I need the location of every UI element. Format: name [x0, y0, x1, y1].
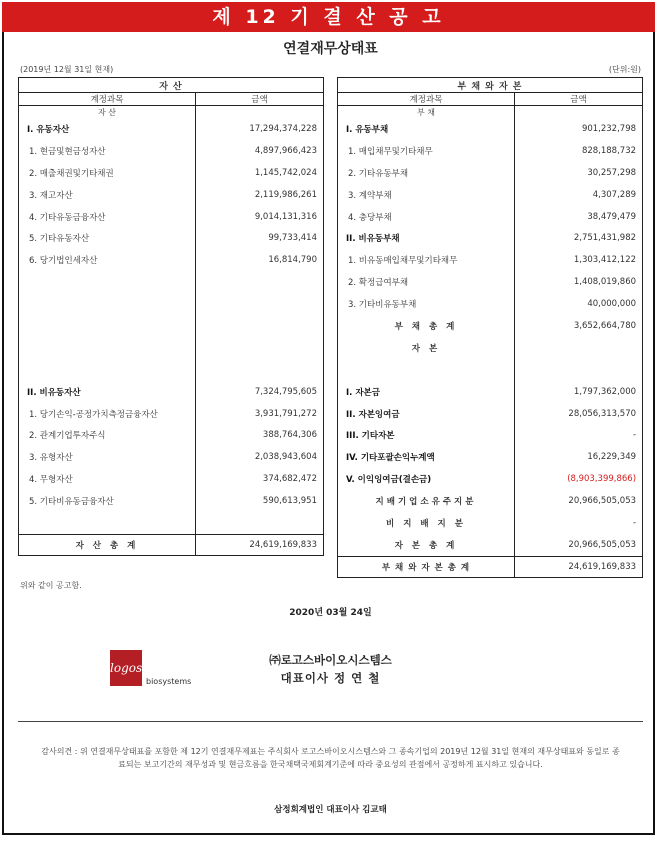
assets-total-amount: 24,619,169,833 [196, 534, 324, 555]
asset-row-label [19, 271, 196, 293]
asset-row-amount: 16,814,790 [196, 249, 324, 271]
notice-banner: 제 12 기 결 산 공 고 [2, 2, 655, 32]
liability-equity-row-label: 2. 기타유동부채 [338, 162, 515, 184]
liability-equity-row-label: 자 본 [338, 337, 515, 359]
liability-equity-row-amount: 38,479,479 [515, 206, 643, 228]
liability-equity-row-label: IV. 기타포괄손익누계액 [338, 446, 515, 468]
liabilities-col-amount: 금액 [515, 93, 643, 106]
asset-row [19, 118, 324, 140]
asset-row [19, 184, 324, 206]
liability-equity-row-amount: 3,652,664,780 [515, 315, 643, 337]
liability-equity-row-label [338, 359, 515, 381]
asset-row [19, 381, 324, 403]
liabilities-equity-total-amount: 24,619,169,833 [515, 556, 643, 577]
asset-row-label [19, 512, 196, 534]
liability-equity-row-label: III. 기타자본 [338, 424, 515, 446]
liabilities-group-label: 부 채 [338, 106, 515, 119]
asset-row-label: 1. 당기손익-공정가치측정금융자산 [19, 403, 196, 425]
asset-row [19, 227, 324, 249]
liability-equity-row-label: 부 채 총 계 [338, 315, 515, 337]
asset-row-amount: 2,119,986,261 [196, 184, 324, 206]
liability-equity-row-amount: - [515, 424, 643, 446]
asset-row-label: 5. 기타비유동금융자산 [19, 490, 196, 512]
unit-label: (단위:원) [608, 65, 641, 74]
asset-row-amount: 388,764,306 [196, 424, 324, 446]
asset-row [19, 359, 324, 381]
liability-equity-row-label: II. 자본잉여금 [338, 403, 515, 425]
liability-equity-row-amount: 1,303,412,122 [515, 249, 643, 271]
liability-equity-row-amount: (8,903,399,866) [515, 468, 643, 490]
liability-equity-row-amount: 20,966,505,053 [515, 534, 643, 556]
asset-row-label: 6. 당기법인세자산 [19, 249, 196, 271]
liability-equity-row [338, 249, 643, 271]
notice-date: 2020년 03월 24일 [289, 608, 372, 618]
liability-equity-row [338, 468, 643, 490]
asset-row-label: 4. 기타유동금융자산 [19, 206, 196, 228]
asset-row [19, 337, 324, 359]
asset-row-label [19, 315, 196, 337]
liability-equity-row-amount: 28,056,313,570 [515, 403, 643, 425]
asset-row-amount: 7,324,795,605 [196, 381, 324, 403]
liability-equity-row [338, 490, 643, 512]
asset-row-amount: 99,733,414 [196, 227, 324, 249]
liability-equity-row [338, 337, 643, 359]
liability-equity-row [338, 381, 643, 403]
asset-row [19, 162, 324, 184]
liabilities-section-header: 부 채 와 자 본 [338, 78, 643, 93]
asset-row-amount [196, 512, 324, 534]
liabilities-equity-table [337, 77, 643, 578]
asset-row-label: 5. 기타유동자산 [19, 227, 196, 249]
company-logo-text: biosystems [146, 677, 192, 686]
asset-row [19, 315, 324, 337]
asset-row-label: 4. 무형자산 [19, 468, 196, 490]
liability-equity-row [338, 140, 643, 162]
liability-equity-row [338, 227, 643, 249]
liability-equity-row-label: I. 유동부채 [338, 118, 515, 140]
asset-row-label: II. 비유동자산 [19, 381, 196, 403]
liability-equity-row [338, 162, 643, 184]
liability-equity-row-amount [515, 359, 643, 381]
asset-row [19, 206, 324, 228]
liability-equity-row [338, 118, 643, 140]
liability-equity-row [338, 403, 643, 425]
liability-equity-row [338, 271, 643, 293]
asset-row [19, 468, 324, 490]
asset-row-amount [196, 271, 324, 293]
asset-row-amount: 1,145,742,024 [196, 162, 324, 184]
liability-equity-row [338, 446, 643, 468]
liability-equity-row-amount: 20,966,505,053 [515, 490, 643, 512]
liability-equity-row [338, 512, 643, 534]
assets-col-item: 계정과목 [19, 93, 196, 106]
liability-equity-row-label: 자 본 총 계 [338, 534, 515, 556]
liabilities-group-spacer [515, 106, 643, 119]
liability-equity-row-label: 4. 충당부채 [338, 206, 515, 228]
asset-row [19, 271, 324, 293]
asset-row-label: 2. 관계기업투자주식 [19, 424, 196, 446]
liability-equity-row-amount: 828,188,732 [515, 140, 643, 162]
liability-equity-row-label: 3. 계약부채 [338, 184, 515, 206]
asset-row-amount: 9,014,131,316 [196, 206, 324, 228]
asset-row [19, 293, 324, 315]
asset-row-amount [196, 315, 324, 337]
auditor-name: 삼정회계법인 대표이사 김교태 [274, 805, 387, 815]
liability-equity-row-amount: 2,751,431,982 [515, 227, 643, 249]
date-basis: (2019년 12월 31일 현재) [20, 65, 114, 74]
assets-table [18, 77, 324, 556]
asset-row [19, 512, 324, 534]
asset-row-label [19, 359, 196, 381]
asset-row-label: 2. 매출채권및기타채권 [19, 162, 196, 184]
liability-equity-row-label: 비 지 배 지 분 [338, 512, 515, 534]
asset-row-amount [196, 359, 324, 381]
asset-row-label [19, 337, 196, 359]
asset-row-amount [196, 293, 324, 315]
liability-equity-row-label: 1. 매입채무및기타채무 [338, 140, 515, 162]
liability-equity-row-amount: 40,000,000 [515, 293, 643, 315]
liability-equity-row-amount: 901,232,798 [515, 118, 643, 140]
assets-section-header: 자 산 [19, 78, 324, 93]
asset-row-label: 1. 현금및현금성자산 [19, 140, 196, 162]
audit-opinion: 감사의견 : 위 연결재무상태표를 포함한 제 12기 연결재무제표는 주식회사 로고스바이오시스템스와 그 종속기업의 2019년 12월 31일 현재의 재무상태표와 동일로 종료되는 보고기간의 재무성과 및 현금흐름을 한국채택국제회계기준에 따라 중요성의 관점에서 공정하게 표시하고 있습니다. [41, 747, 620, 769]
asset-row-amount: 17,294,374,228 [196, 118, 324, 140]
liability-equity-row-amount [515, 337, 643, 359]
company-logo-icon: logos [110, 650, 142, 686]
liability-equity-row-amount: - [515, 512, 643, 534]
liabilities-col-item: 계정과목 [338, 93, 515, 106]
asset-row [19, 140, 324, 162]
assets-total-label: 자 산 총 계 [19, 534, 196, 555]
statement-title: 연결재무상태표 [283, 41, 378, 57]
liability-equity-row-amount: 30,257,298 [515, 162, 643, 184]
asset-row-label: I. 유동자산 [19, 118, 196, 140]
liability-equity-row [338, 534, 643, 556]
asset-row [19, 490, 324, 512]
liability-equity-row-label: 2. 확정급여부채 [338, 271, 515, 293]
assets-group-spacer [196, 106, 324, 119]
liability-equity-row-amount: 4,307,289 [515, 184, 643, 206]
assets-col-amount: 금액 [196, 93, 324, 106]
liability-equity-row-amount: 16,229,349 [515, 446, 643, 468]
liabilities-equity-total-label: 부 채 와 자 본 총 계 [338, 556, 515, 577]
asset-row [19, 249, 324, 271]
liability-equity-row-label: 1. 비유동매입채무및기타채무 [338, 249, 515, 271]
liability-equity-row [338, 293, 643, 315]
asset-row-amount [196, 337, 324, 359]
asset-row [19, 446, 324, 468]
asset-row-amount: 374,682,472 [196, 468, 324, 490]
asset-row-amount: 590,613,951 [196, 490, 324, 512]
liability-equity-row-label: II. 비유동부채 [338, 227, 515, 249]
asset-row-label [19, 293, 196, 315]
divider [18, 721, 643, 722]
liability-equity-row [338, 424, 643, 446]
liability-equity-row-amount: 1,797,362,000 [515, 381, 643, 403]
notice-note: 위와 같이 공고함. [20, 581, 82, 590]
asset-row-label: 3. 재고자산 [19, 184, 196, 206]
liability-equity-row-label: 지배기업소유주지분 [338, 490, 515, 512]
liability-equity-row [338, 315, 643, 337]
assets-group-label: 자 산 [19, 106, 196, 119]
liability-equity-row [338, 184, 643, 206]
liability-equity-row [338, 359, 643, 381]
liability-equity-row-label: 3. 기타비유동부채 [338, 293, 515, 315]
asset-row-label: 3. 유형자산 [19, 446, 196, 468]
asset-row-amount: 4,897,966,423 [196, 140, 324, 162]
company-name: ㈜로고스바이오시스템스 [269, 653, 392, 667]
liability-equity-row-label: V. 이익잉여금(결손금) [338, 468, 515, 490]
ceo-name: 대표이사 정 연 철 [280, 671, 381, 685]
liability-equity-row-label: I. 자본금 [338, 381, 515, 403]
asset-row [19, 424, 324, 446]
liability-equity-row [338, 206, 643, 228]
asset-row [19, 403, 324, 425]
liability-equity-row-amount: 1,408,019,860 [515, 271, 643, 293]
asset-row-amount: 3,931,791,272 [196, 403, 324, 425]
asset-row-amount: 2,038,943,604 [196, 446, 324, 468]
